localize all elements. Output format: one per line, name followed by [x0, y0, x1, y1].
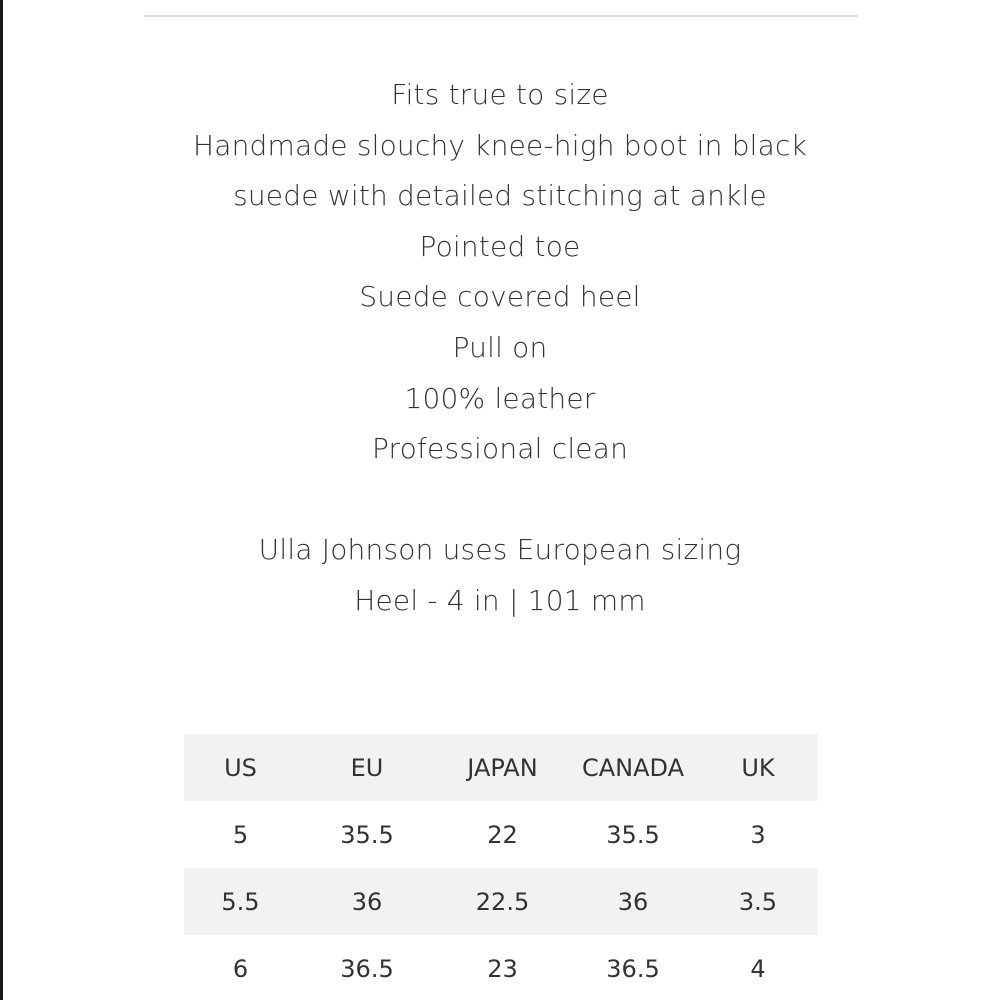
table-cell: 36.5 — [340, 954, 394, 983]
table-row — [184, 935, 818, 1000]
top-divider — [144, 15, 858, 17]
table-cell: 36.5 — [606, 954, 660, 983]
table-cell: 36 — [297, 868, 437, 935]
sizing-note: Ulla Johnson uses European sizing — [258, 533, 742, 567]
table-cell: 22.5 — [437, 868, 568, 935]
table-row — [184, 801, 818, 868]
closure-detail: Pull on — [452, 330, 548, 364]
table-cell: 35.5 — [340, 820, 394, 849]
description-line: suede with detailed stitching at ankle — [233, 179, 767, 213]
table-cell: 23 — [487, 954, 518, 983]
product-description — [0, 70, 1000, 627]
table-cell: 3.5 — [698, 868, 818, 935]
size-conversion-table — [184, 734, 818, 1000]
table-cell: 35.5 — [606, 820, 660, 849]
column-header-uk: UK — [698, 734, 818, 801]
heel-height-note: Heel - 4 in | 101 mm — [354, 583, 646, 617]
material-detail: 100% leather — [404, 381, 596, 415]
column-header-canada: CANADA — [568, 734, 698, 801]
spacer — [0, 475, 1000, 526]
table-cell: 5 — [232, 820, 249, 849]
table-cell: 3 — [750, 820, 766, 849]
heel-detail: Suede covered heel — [359, 280, 641, 314]
table-header-row — [184, 734, 818, 801]
description-line: Handmade slouchy knee-high boot in black — [192, 128, 808, 162]
toe-detail: Pointed toe — [419, 229, 581, 263]
fit-note: Fits true to size — [391, 78, 609, 111]
table-cell: 22 — [487, 820, 518, 849]
column-header-eu: EU — [297, 734, 437, 801]
care-detail: Professional clean — [371, 432, 629, 466]
table-cell: 6 — [232, 954, 249, 983]
table-cell: 36 — [568, 868, 698, 935]
column-header-japan: JAPAN — [437, 734, 568, 801]
column-header-us: US — [184, 734, 297, 801]
table-row — [184, 868, 818, 935]
table-cell: 5.5 — [184, 868, 297, 935]
table-cell: 4 — [750, 954, 766, 983]
